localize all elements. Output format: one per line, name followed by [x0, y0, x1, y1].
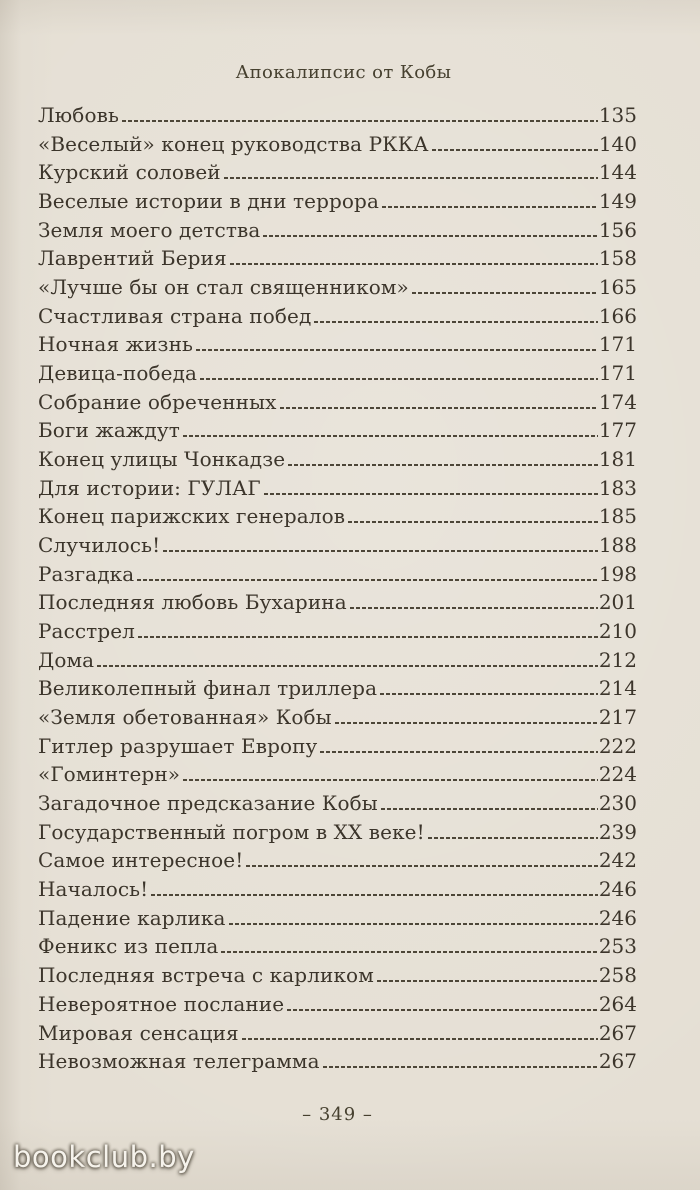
toc-entry — [38, 562, 637, 591]
toc-entry-page: 156 — [598, 217, 637, 242]
toc-leader — [200, 375, 598, 380]
toc-entry-title: Курский соловей — [38, 160, 221, 185]
toc-entry-title: Счастливая страна побед — [38, 303, 312, 328]
toc-entry — [38, 848, 637, 877]
toc-entry-page: 183 — [598, 475, 637, 500]
toc-entry — [38, 218, 637, 247]
toc-leader — [97, 662, 598, 667]
toc-entry-title: Разгадка — [38, 561, 135, 586]
toc-entry — [38, 160, 637, 189]
toc-leader — [323, 1063, 598, 1068]
toc-entry-page: 201 — [598, 590, 637, 615]
toc-entry — [38, 877, 637, 906]
toc-entry-title: Конец улицы Чонкадзе — [38, 447, 286, 472]
toc-entry-title: Любовь — [38, 103, 119, 127]
toc-entry-page: 135 — [598, 103, 637, 127]
toc-entry — [38, 676, 637, 705]
toc-entry-title: Расстрел — [38, 619, 135, 644]
toc-leader — [122, 117, 598, 122]
toc-entry-page: 217 — [598, 705, 637, 730]
toc-entry — [38, 246, 637, 275]
toc-leader — [320, 748, 597, 753]
toc-entry-page: 149 — [598, 189, 637, 214]
toc-entry-title: Боги жаждут — [38, 418, 180, 443]
toc-entry — [38, 734, 637, 763]
toc-entry-title: Последняя встреча с карликом — [38, 963, 374, 988]
toc-leader — [183, 432, 598, 437]
toc-entry-title: «Веселый» конец руководства РККА — [38, 131, 429, 156]
toc-entry-title: Ночная жизнь — [38, 332, 193, 357]
toc-leader — [183, 776, 598, 781]
toc-leader — [428, 834, 598, 839]
toc-list — [38, 103, 637, 1078]
toc-leader — [348, 518, 598, 523]
toc-leader — [280, 404, 598, 409]
toc-entry-title: «Гоминтерн» — [38, 762, 181, 787]
toc-entry-page: 140 — [598, 131, 637, 156]
toc-entry — [38, 103, 637, 132]
toc-entry — [38, 791, 637, 820]
toc-entry-page: 214 — [598, 676, 637, 701]
toc-entry-title: Загадочное предсказание Кобы — [38, 791, 378, 816]
toc-entry-page: 165 — [598, 275, 637, 300]
toc-entry-page: 181 — [598, 447, 637, 472]
toc-leader — [229, 920, 598, 925]
toc-entry — [38, 476, 637, 505]
toc-entry-title: Дома — [38, 647, 95, 672]
toc-entry-page: 246 — [598, 905, 637, 930]
toc-entry — [38, 361, 637, 390]
toc-entry-page: 239 — [598, 819, 637, 844]
toc-entry — [38, 533, 637, 562]
toc-leader — [287, 1006, 598, 1011]
toc-entry-page: 267 — [598, 1049, 637, 1074]
toc-entry-title: Мировая сенсация — [38, 1020, 239, 1045]
toc-entry-title: Великолепный финал триллера — [38, 676, 378, 701]
toc-leader — [196, 346, 598, 351]
running-head: Апокалипсис от Кобы — [235, 62, 452, 83]
toc-entry — [38, 762, 637, 791]
toc-leader — [335, 719, 598, 724]
toc-entry-page: 185 — [598, 504, 637, 529]
toc-entry — [38, 820, 637, 849]
toc-entry — [38, 332, 637, 361]
toc-entry — [38, 304, 637, 333]
toc-entry-title: Последняя любовь Бухарина — [38, 590, 347, 615]
toc-leader — [242, 1035, 598, 1040]
toc-leader — [137, 576, 598, 581]
toc-leader — [381, 805, 598, 810]
toc-entry-title: Земля моего детства — [38, 217, 261, 242]
toc-entry-page: 166 — [598, 303, 637, 328]
toc-entry — [38, 275, 637, 304]
toc-entry-page: 158 — [598, 246, 637, 271]
toc-entry — [38, 189, 637, 218]
toc-entry — [38, 705, 637, 734]
toc-leader — [377, 977, 598, 982]
toc-leader — [221, 948, 597, 953]
toc-entry-page: 174 — [598, 389, 637, 414]
toc-entry-title: Конец парижских генералов — [38, 504, 346, 529]
toc-entry-title: Невозможная телеграмма — [38, 1049, 320, 1074]
toc-entry — [38, 648, 637, 677]
toc-leader — [432, 146, 598, 151]
toc-entry-page: 242 — [598, 848, 637, 873]
toc-leader — [224, 174, 598, 179]
toc-entry — [38, 992, 637, 1021]
toc-entry — [38, 1049, 637, 1078]
toc-entry — [38, 963, 637, 992]
toc-entry — [38, 619, 637, 648]
toc-entry — [38, 447, 637, 476]
toc-leader — [163, 547, 598, 552]
toc-entry-title: «Земля обетованная» Кобы — [38, 705, 332, 730]
toc-entry-title: Невероятное послание — [38, 991, 285, 1016]
toc-leader — [350, 604, 598, 609]
toc-entry-page: 177 — [598, 418, 637, 443]
toc-entry-page: 212 — [598, 647, 637, 672]
toc-entry-title: Самое интересное! — [38, 848, 244, 873]
toc-entry-title: Феникс из пепла — [38, 934, 219, 959]
toc-leader — [230, 260, 598, 265]
toc-leader — [380, 690, 598, 695]
toc-entry-page: 171 — [598, 332, 637, 357]
toc-leader — [288, 461, 598, 466]
toc-leader — [382, 203, 598, 208]
toc-entry-page: 264 — [598, 991, 637, 1016]
toc-entry-page: 188 — [598, 533, 637, 558]
toc-entry-title: Гитлер разрушает Европу — [38, 733, 318, 758]
toc-entry-title: Случилось! — [38, 533, 161, 558]
toc-entry-page: 210 — [598, 619, 637, 644]
toc-entry-title: Собрание обреченных — [38, 389, 277, 414]
toc-entry — [38, 418, 637, 447]
toc-leader — [151, 891, 598, 896]
toc-entry — [38, 906, 637, 935]
toc-entry — [38, 132, 637, 161]
toc-entry-title: Падение карлика — [38, 905, 226, 930]
toc-entry — [38, 1021, 637, 1050]
toc-entry — [38, 390, 637, 419]
toc-entry-page: 253 — [598, 934, 637, 959]
toc-entry — [38, 590, 637, 619]
toc-entry-title: Девица-победа — [38, 361, 198, 386]
toc-entry-title: Веселые истории в дни террора — [38, 189, 379, 214]
toc-entry — [38, 934, 637, 963]
toc-entry — [38, 504, 637, 533]
toc-entry-title: Лаврентий Берия — [38, 246, 227, 271]
watermark: bookclub.by — [13, 1140, 195, 1174]
toc-entry-title: Началось! — [38, 877, 149, 902]
toc-leader — [263, 232, 597, 237]
toc-entry-page: 224 — [598, 762, 637, 787]
toc-entry-page: 246 — [598, 877, 637, 902]
toc-leader — [246, 862, 597, 867]
toc-entry-title: Для истории: ГУЛАГ — [38, 475, 261, 500]
toc-leader — [314, 318, 597, 323]
toc-entry-page: 144 — [598, 160, 637, 185]
toc-entry-page: 258 — [598, 963, 637, 988]
toc-entry-page: 222 — [598, 733, 637, 758]
toc-entry-page: 267 — [598, 1020, 637, 1045]
toc-entry-page: 171 — [598, 361, 637, 386]
toc-leader — [264, 490, 598, 495]
page-number: – 349 – — [302, 1103, 373, 1125]
toc-entry-title: Государственный погром в XX веке! — [38, 819, 425, 844]
toc-leader — [138, 633, 598, 638]
toc-entry-page: 230 — [598, 791, 637, 816]
toc-leader — [412, 289, 598, 294]
toc-entry-title: «Лучше бы он стал священником» — [38, 275, 409, 300]
toc-entry-page: 198 — [598, 561, 637, 586]
